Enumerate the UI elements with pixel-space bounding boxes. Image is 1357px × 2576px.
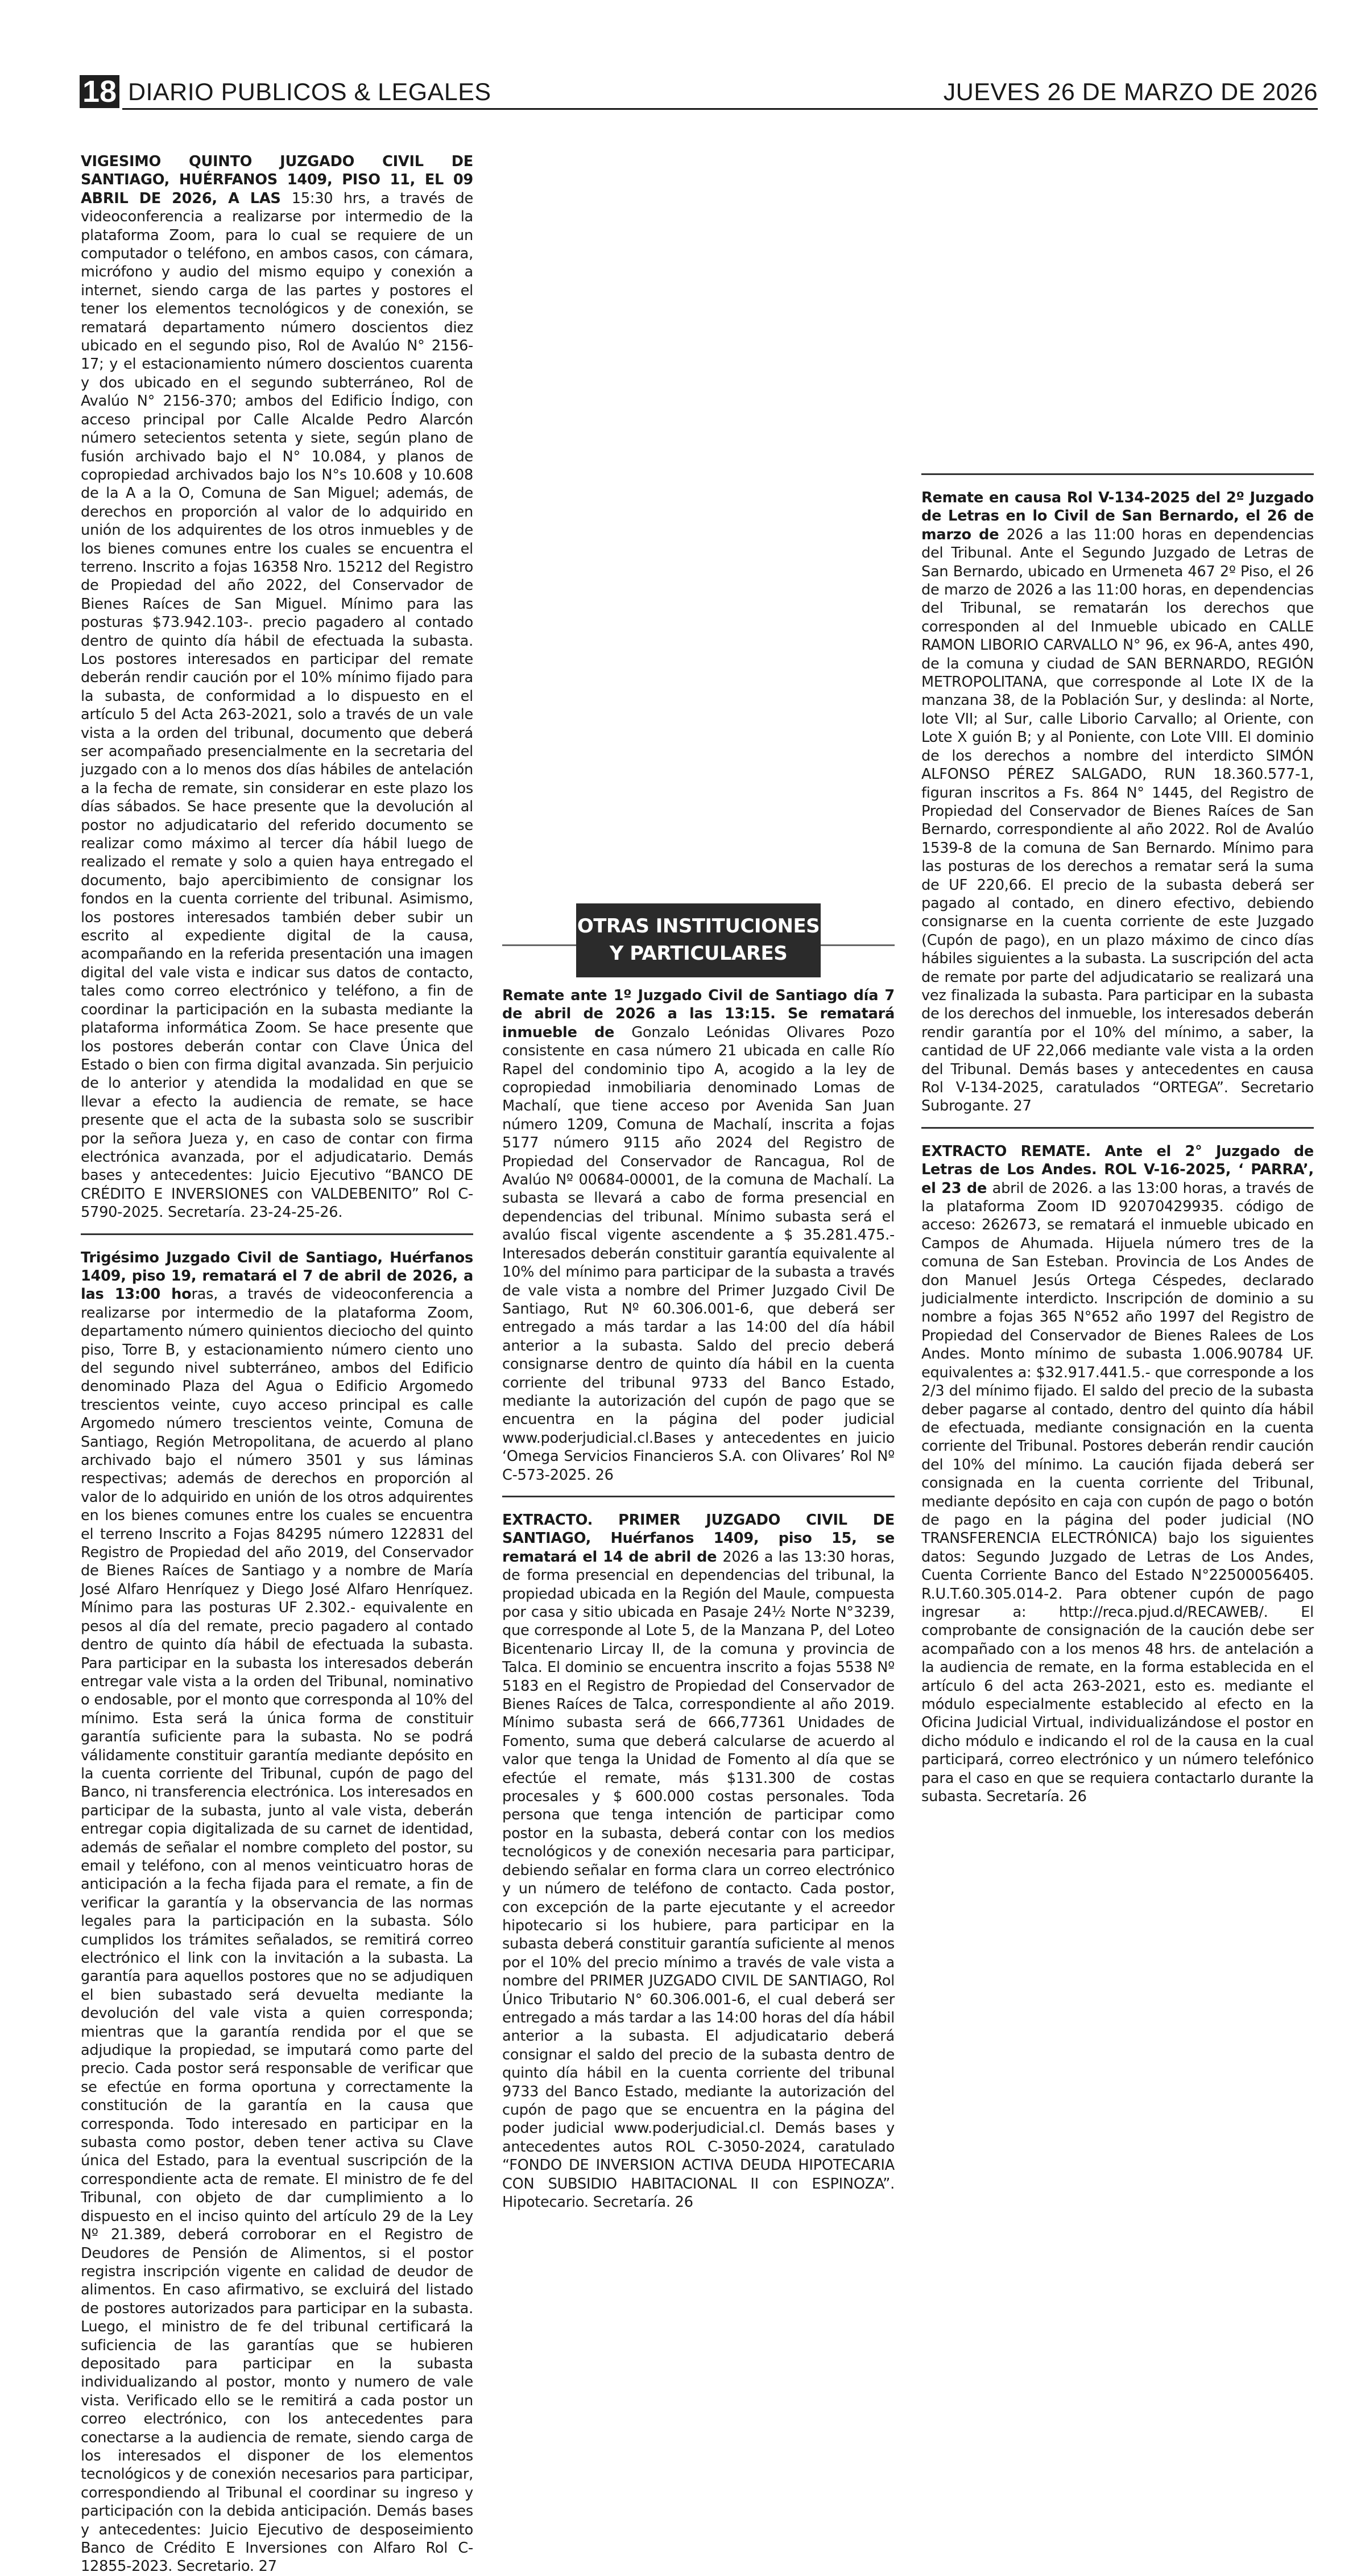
notice-lead: Remate en causa Rol V-134-2025 del 2º Juzgado de Letras en lo Civil de San Bernardo, el 26 de marzo de (921, 489, 1314, 543)
notice-los-andes (921, 1142, 1314, 1806)
notice-trigesimo-juzgado (81, 1249, 473, 2576)
notice-body: 2026 a las 11:00 horas en dependencias del Tribunal. Ante el Segundo Juzgado de Letras de San Bernardo, ubicado en Urmeneta 467 2º Piso, el 26 de marzo de 2026 a las 11:00 horas, en dependencias del Tribunal, se rematarán los derechos que corresponden al del Inmueble ubicado en CALLE RAMON LIBORIO CARVALLO N° 96, ex 96-A, antes 490, de la comuna y ciudad de SAN BERNARDO, REGIÓN METROPOLITANA, que corresponde al Lote IX de la manzana 38, de la Población Sur, y deslinda: al Norte, lote VII; al Sur, calle Liborio Carvallo; al Oriente, con Lote X guión B; y al Poniente, con Lote VIII. El dominio de los derechos a nombre del interdicto SIMÓN ALFONSO PÉREZ SALGADO, RUN 18.360.577-1, figuran inscritos a Fs. 864 N° 1445, del Registro de Propiedad del Conservador de Bienes Raíces de San Bernardo, correspondiente al año 2022. Rol de Avalúo 1539-8 de la comuna de San Bernardo. Mínimo para las posturas de los derechos a rematar será la suma de UF 220,66. El precio de la subasta deberá ser pagado al contado, en dinero efectivo, debiendo consignarse en la cuenta corriente de este Juzgado (Cupón de pago), en un plazo máximo de cinco días hábiles siguientes a la subasta. La suscripción del acta de remate por parte del adjudicatario se realizará una vez finalizada la subasta. Para participar en la subasta de los derechos del inmueble, los interesados deberán rendir garantía por el 10% del mínimo, a saber, la cantidad de UF 22,066 mediante vale vista a la orden del Tribunal. Demás bases y antecedentes en causa Rol V-134-2025, caratulados “ORTEGA”. Secretario Subrogante. 27 (921, 526, 1314, 1115)
notice-trigesimo-juzgado-continued (502, 152, 895, 893)
section-title-box (576, 903, 821, 977)
section-banner (502, 903, 895, 977)
column-2 (502, 152, 895, 2211)
notice-body: abril de 2026. a las 13:00 horas, a través de la plataforma Zoom ID 92070429935. código de acceso: 262673, se rematará el inmueble ubicado en Campos de Ahumada. Hijuela número tres de la comuna de San Esteban. Provincia de Los Andes de don Manuel Jesús Ortega Céspedes, declarado judicialmente interdicto. Inscripción de dominio a su nombre a fojas 365 N°652 año 1997 del Registro de Propiedad del Conservador de Bienes Ralees de Los Andes. Monto mínimo de subasta 1.006.90784 UF. equivalentes a: $32.917.441.5.- que corresponde a los 2/3 del mínimo fijado. El saldo del precio de la subasta deber pagarse al contado, dentro del quinto día hábil de efectuada, mediante consignación en la cuenta corriente del Tribunal. Postores deberán rendir caución del 10% del mínimo. La caución fijada deberá ser consignada en la cuenta corriente del Tribunal, mediante depósito en caja con cupón de pago o botón de pago en la página del poder judicial (NO TRANSFERENCIA ELECTRÓNICA) bajo los siguientes datos: Segundo Juzgado de Letras de Los Andes, Cuenta Corriente Banco del Estado N°22500056405. R.U.T.60.305.014-2. Para obtener cupón de pago ingresar a: http://reca.pjud.d/RECAWEB/. El comprobante de consignación de la caución debe ser acompañado con a los menos 48 hrs. de antelación a la audiencia de remate, en la forma establecida en el artículo 6 del acta 263-2021, esto es. mediante el módulo especialmente establecido al efecto en la Oficina Judicial Virtual, individualizándose el postor en dicho módulo e indicando el rol de la causa en la cual participará, correo electrónico y un número telefónico para el caso en que se requiera contactarlo durante la subasta. Secretaría. 26 (921, 1179, 1314, 1806)
notice-lead: Remate ante 1º Juzgado Civil de Santiago día 7 de abril de 2026 a las 13:15. Se rematará inmueble de (502, 987, 895, 1041)
section-title-line2: Y PARTICULARES (609, 942, 788, 965)
notice-body: Gonzalo Leónidas Olivares Pozo consistente en casa número 21 ubicada en calle Río Rapel del condominio tipo A, acogido a la ley de copropiedad inmobiliaria denominado Lomas de Machalí, que tiene acceso por Avenida San Juan número 1209, Comuna de Machalí, inscrita a fojas 5177 número 9115 año 2024 del Registro de Propiedad del Conservador de Rancagua, Rol de Avalúo Nº 00684-00001, de la comuna de Machalí. La subasta se llevará a cabo de forma presencial en dependencias del tribunal. Mínimo subasta será el avalúo fiscal vigente ascendente a $ 35.281.475.- Interesados deberán constituir garantía equivalente al 10% del mínimo para participar de la subasta a través de vale vista a nombre del Primer Juzgado Civil De Santiago, Rut Nº 60.306.001-6, que deberá ser entregado a más tardar a las 14:00 del día hábil anterior a la subasta. Saldo del precio deberá consignarse dentro de quinto día hábil en la cuenta corriente del tribunal 9733 del Banco Estado, mediante la autorización del cupón de pago que se encuentra en la página del poder judicial www.poderjudicial.cl.Bases y antecedentes en juicio ‘Omega Servicios Financieros S.A. con Olivares’ Rol Nº C-573-2025. 26 (502, 1023, 895, 1484)
notice-lead: EXTRACTO. PRIMER JUZGADO CIVIL DE SANTIAGO, Huérfanos 1409, piso 15, se rematará el 14 de abril de (502, 1511, 895, 1566)
column-3 (921, 152, 1314, 1806)
notice-primer-juzgado-talca (502, 1511, 895, 2211)
notice-body: ras, a través de videoconferencia a realizarse por intermedio de la plataforma Zoom, departamento número quinientos dieciocho del quinto piso, Torre B, y estacionamiento número ciento uno del segundo nivel subterráneo, ambos del Edificio denominado Plaza del Agua o Edificio Argomedo trescientos veinte, cuyo acceso principal es calle Argomedo número trescientos veinte, Comuna de Santiago, Región Metropolitana, de acuerdo al plano archivado bajo el número 3501 y sus láminas respectivas; además de derechos en proporción al valor de lo adquirido en unión de los otros adquirentes en los bienes comunes entre los cuales se encuentra el terreno Inscrito a Fojas 84295 número 122831 del Registro de Propiedad del año 2019, del Conservador de Bienes Raíces de Santiago y a nombre de María José Alfaro Henríquez y Diego José Alfaro Henríquez. Mínimo para las posturas UF 2.302.- equivalente en pesos al día del remate, precio pagadero al contado dentro de quinto día hábil de efectuada la subasta. Para participar en la subasta los interesados deberán entregar vale vista a la orden del Tribunal, nominativo o endosable, por el monto que corresponda al 10% del mínimo. Esta será la única forma de constituir garantía suficiente para la subasta. No se podrá válidamente constituir garantía mediante depósito en la cuenta corriente del Tribunal, cupón de pago del Banco, ni transferencia electrónica. Los interesados en participar de la subasta, junto al vale vista, deberán entregar copia digitalizada de su carnet de identidad, además de señalar el nombre completo del postor, su email y teléfono, con al menos veinticuatro horas de anticipación a la fecha fijada para el remate, a fin de verificar la garantía y la observancia de las normas legales para la participación en la subasta. Sólo cumplidos los trámites señalados, se remitirá correo electrónico el link con la invitación a la subasta. La garantía para aquellos postores que no se adjudiquen el bien subastado será devuelta mediante la devolución del vale vista a quien corresponda; mientras que la garantía rendida por el que se adjudique la propiedad, se imputará como parte del precio. Cada postor será responsable de verificar que se efectúe en forma oportuna y correctamente la constitución de la garantía en la causa que corresponda. Todo interesado en participar en la subasta como postor, deben tener activa su Clave única del Estado, para la eventual suscripción de la correspondiente acta de remate. El ministro de fe del Tribunal, con objeto de dar cumplimiento a lo dispuesto en el inciso quinto del artículo 29 de la Ley Nº 21.389, deberá corroborar en el Registro de Deudores de Pensión de Alimentos, si el postor registra inscripción vigente en calidad de deudor de alimentos. En caso afirmativo, se excluirá del listado de postores autorizados para participar en la subasta. Luego, el ministro de fe del tribunal certificará la suficiencia de las garantías que se hubieren depositado para participar en la subasta individualizando al postor, monto y numero de vale vista. Verificado ello se le remitirá a cada postor un correo electrónico, con los antecedentes para conectarse a la audiencia de remate, siendo carga de los interesados el disponer de los elementos tecnológicos y de conexión necesarios para participar, correspondiendo al Tribunal el coordinar su ingreso y participación con la debida anticipación. Demás bases y antecedentes: Juicio Ejecutivo de desposeimiento Banco de Crédito E Inversiones con Alfaro Rol C-12855-2023. Secretario. 27 (81, 1286, 473, 2575)
notice-body: 15:30 hrs, a través de videoconferencia a realizarse por intermedio de la plataforma Zoom, para lo cual se requiere de un computador o teléfono, en ambos casos, con cámara, micrófono y audio del mismo equipo y conexión a internet, siendo carga de las partes y postores el tener los elementos tecnológicos y de conexión, se rematará departamento número doscientos diez ubicado en el segundo piso, Rol de Avalúo N° 2156-17; y el estacionamiento número doscientos cuarenta y dos ubicado en el segundo subterráneo, Rol de Avalúo N° 2156-370; ambos del Edificio Índigo, con acceso principal por Calle Alcalde Pedro Alarcón número setecientos setenta y siete, según plano de fusión archivado bajo el N° 10.084, y planos de copropiedad archivados bajo los N°s 10.608 y 10.608 de la A a la O, Comuna de San Miguel; además, de derechos en proporción al valor de lo adquirido en unión de los adquirentes de los otros inmuebles y de los bienes comunes entre los cuales se encuentra el terreno. Inscrito a fojas 16358 Nro. 15212 del Registro de Propiedad del año 2022, del Conservador de Bienes Raíces de San Miguel. Mínimo para las posturas $73.942.103-. precio pagadero al contado dentro de quinto día hábil de efectuada la subasta. Los postores interesados en participar del remate deberán rendir caución por el 10% mínimo fijado para la subasta, de conformidad a lo dispuesto en el artículo 5 del Acta 263-2021, solo a través de un vale vista a la orden del tribunal, documento que deberá ser acompañado presencialmente en la secretaria del juzgado con a lo menos dos días hábiles de antelación a la fecha de remate, sin considerar en este plazo los días sábados. Se hace presente que la devolución al postor no adjudicatario del referido documento se realizar como máximo al tercer día hábil luego de realizado el remate y solo a quien haya entregado el documento, bajo apercibimiento de consignar los fondos en la cuenta corriente del tribunal. Asimismo, los postores interesados también deber subir un escrito al expediente digital de la causa, acompañando en la referida presentación una imagen digital del vale vista e indicar sus datos de contacto, tales como correo electrónico y teléfono, a fin de coordinar la participación en la subasta mediante la plataforma informática Zoom. Se hace presente que los postores deberán contar con Clave Única del Estado o bien con firma digital avanzada. Sin perjuicio de lo anterior y atendida la modalidad en que se llevar a efecto la audiencia de remate, se hace presente que el acta de la subasta solo se suscribir por la señora Jueza y, en caso de contar con firma electrónica avanzada, por el adjudicatario. Demás bases y antecedentes: Juicio Ejecutivo “BANCO DE CRÉDITO E INVERSIONES con VALDEBENITO” Rol C-5790-2025. Secretaría. 23-24-25-26. (81, 189, 473, 1221)
page-number: 18 (80, 75, 119, 108)
article-separator (502, 1496, 895, 1497)
notice-body: 2026 a las 13:30 horas, de forma presencial en dependencias del tribunal, la propiedad ubicada en la Región del Maule, compuesta por casa y sitio ubicada en Pasaje 24½ Norte N°3239, que corresponde al Lote 5, de la Manzana P, del Loteo Bicentenario Lircay II, de la comuna y provincia de Talca. El dominio se encuentra inscrito a fojas 5538 Nº 5183 en el Registro de Propiedad del Conservador de Bienes Raíces de Talca, correspondiente al año 2019. Mínimo subasta será de 666,77361 Unidades de Fomento, suma que deberá calcularse de acuerdo al valor que tenga la Unidad de Fomento al día que se efectúe el remate, más $131.300 de costas procesales y $ 600.000 costas personales. Toda persona que tenga intención de participar como postor en la subasta, deberá contar con los medios tecnológicos y de conexión necesaria para participar, debiendo señalar en forma clara un correo electrónico y un número de teléfono de contacto. Cada postor, con excepción de la parte ejecutante y el acreedor hipotecario si los hubiere, para participar en la subasta deberá constituir garantía suficiente al menos por el 10% del precio mínimo a través de vale vista a nombre del PRIMER JUZGADO CIVIL DE SANTIAGO, Rol Único Tributario N° 60.306.001-6, el cual deberá ser entregado a más tardar a las 14:00 horas del día hábil anterior a la subasta. El adjudicatario deberá consignar el saldo del precio de la subasta dentro de quinto día hábil en la cuenta corriente del tribunal 9733 del Banco Estado, mediante la autorización del cupón de pago que se encuentra en la página del poder judicial www.poderjudicial.cl. Demás bases y antecedentes autos ROL C-3050-2024, caratulado “FONDO DE INVERSION ACTIVA DEUDA HIPOTECARIA CON SUBSIDIO HABITACIONAL II con ESPINOZA”. Hipotecario. Secretaría. 26 (502, 1548, 895, 2211)
header-rule (122, 108, 1318, 110)
page-header (77, 73, 1318, 108)
column-1 (81, 152, 473, 2576)
notice-san-bernardo (921, 489, 1314, 1116)
article-separator (81, 1233, 473, 1235)
notice-primer-juzgado-talca-continued (921, 152, 1314, 462)
notice-vigesimo-quinto-juzgado (81, 152, 473, 1222)
issue-date: JUEVES 26 DE MARZO DE 2026 (943, 79, 1318, 106)
notice-primer-juzgado-machali (502, 986, 895, 1484)
notice-lead: EXTRACTO REMATE. Ante el 2° Juzgado de Letras de Los Andes. ROL V-16-2025, ‘ PARRA’, el 23 de (921, 1142, 1314, 1197)
article-separator (921, 473, 1314, 475)
notice-lead: Trigésimo Juzgado Civil de Santiago, Huérfanos 1409, piso 19, rematará el 7 de abril de 2026, a las 13:00 ho (81, 1249, 473, 1303)
article-separator (921, 1127, 1314, 1129)
notice-lead: VIGESIMO QUINTO JUZGADO CIVIL DE SANTIAGO, HUÉRFANOS 1409, PISO 11, EL 09 ABRIL DE 2026, A LAS (81, 153, 473, 207)
section-title-line1: OTRAS INSTITUCIONES (577, 915, 820, 938)
publication-title: DIARIO PUBLICOS & LEGALES (128, 79, 491, 106)
